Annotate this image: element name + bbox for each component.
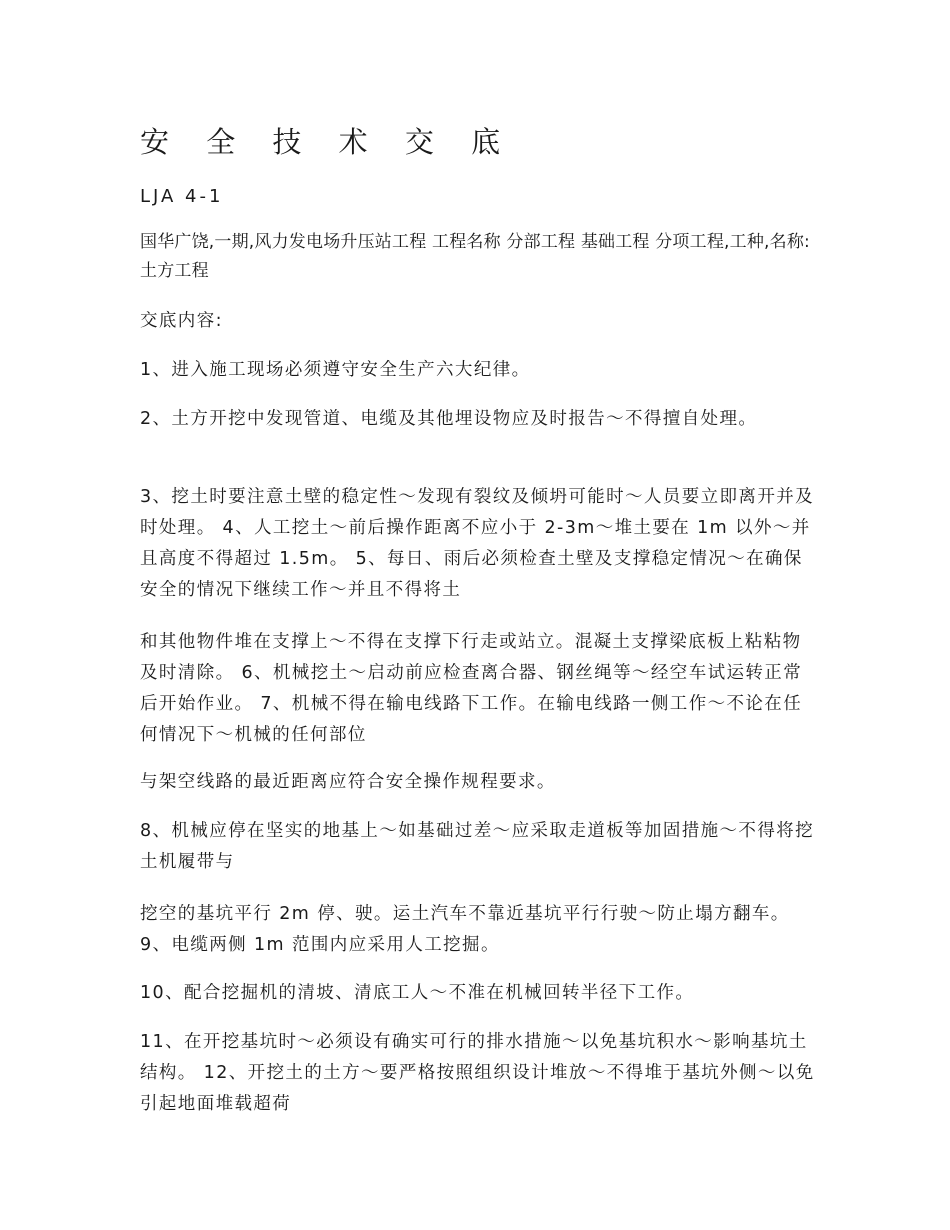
paragraph: 与架空线路的最近距离应符合安全操作规程要求。: [140, 772, 556, 792]
paragraph: 8、机械应停在坚实的地基上～如基础过差～应采取走道板等加固措施～不得将挖土机履带与: [140, 821, 815, 872]
paragraph: 2、土方开挖中发现管道、电缆及其他埋设物应及时报告～不得擅自处理。: [140, 409, 758, 429]
paragraph: 3、挖土时要注意土壁的稳定性～发现有裂纹及倾坍可能时～人员要立即离开并及时处理。 4、人工挖土～前后操作距离不应小于 2-3m～堆土要在 1m 以外～并且高度不得超过 1.5m。 5、每日、雨后必须检查土壁及支撑稳定情况～在确保安全的情况下继续工作～并且不得将土: [140, 487, 815, 600]
paragraph: 挖空的基坑平行 2m 停、驶。运土汽车不靠近基坑平行行驶～防止塌方翻车。 9、电缆两侧 1m 范围内应采用人工挖掘。: [140, 904, 790, 955]
paragraph: 和其他物件堆在支撑上～不得在支撑下行走或站立。混凝土支撑梁底板上粘粘物及时清除。 6、机械挖土～启动前应检查离合器、钢丝绳等～经空车试运转正常后开始作业。 7、机械不得在输电线路下工作。在输电线路一侧工作～不论在任何情况下～机械的任何部位: [140, 632, 803, 745]
document-code: LJA 4-1: [140, 186, 224, 207]
project-line: 国华广饶,一期,风力发电场升压站工程 工程名称 分部工程 基础工程 分项工程,工种,名称:土方工程: [140, 232, 810, 281]
document-title: 安 全 技 术 交 底: [140, 125, 515, 159]
paragraph: 10、配合挖掘机的清坡、清底工人～不准在机械回转半径下工作。: [140, 983, 695, 1003]
paragraph: 11、在开挖基坑时～必须设有确实可行的排水措施～以免基坑积水～影响基坑土结构。 12、开挖土的土方～要严格按照组织设计堆放～不得堆于基坑外侧～以免引起地面堆载超荷: [140, 1032, 815, 1114]
content-label: 交底内容:: [140, 311, 223, 331]
paragraph: 1、进入施工现场必须遵守安全生产六大纪律。: [140, 360, 531, 380]
